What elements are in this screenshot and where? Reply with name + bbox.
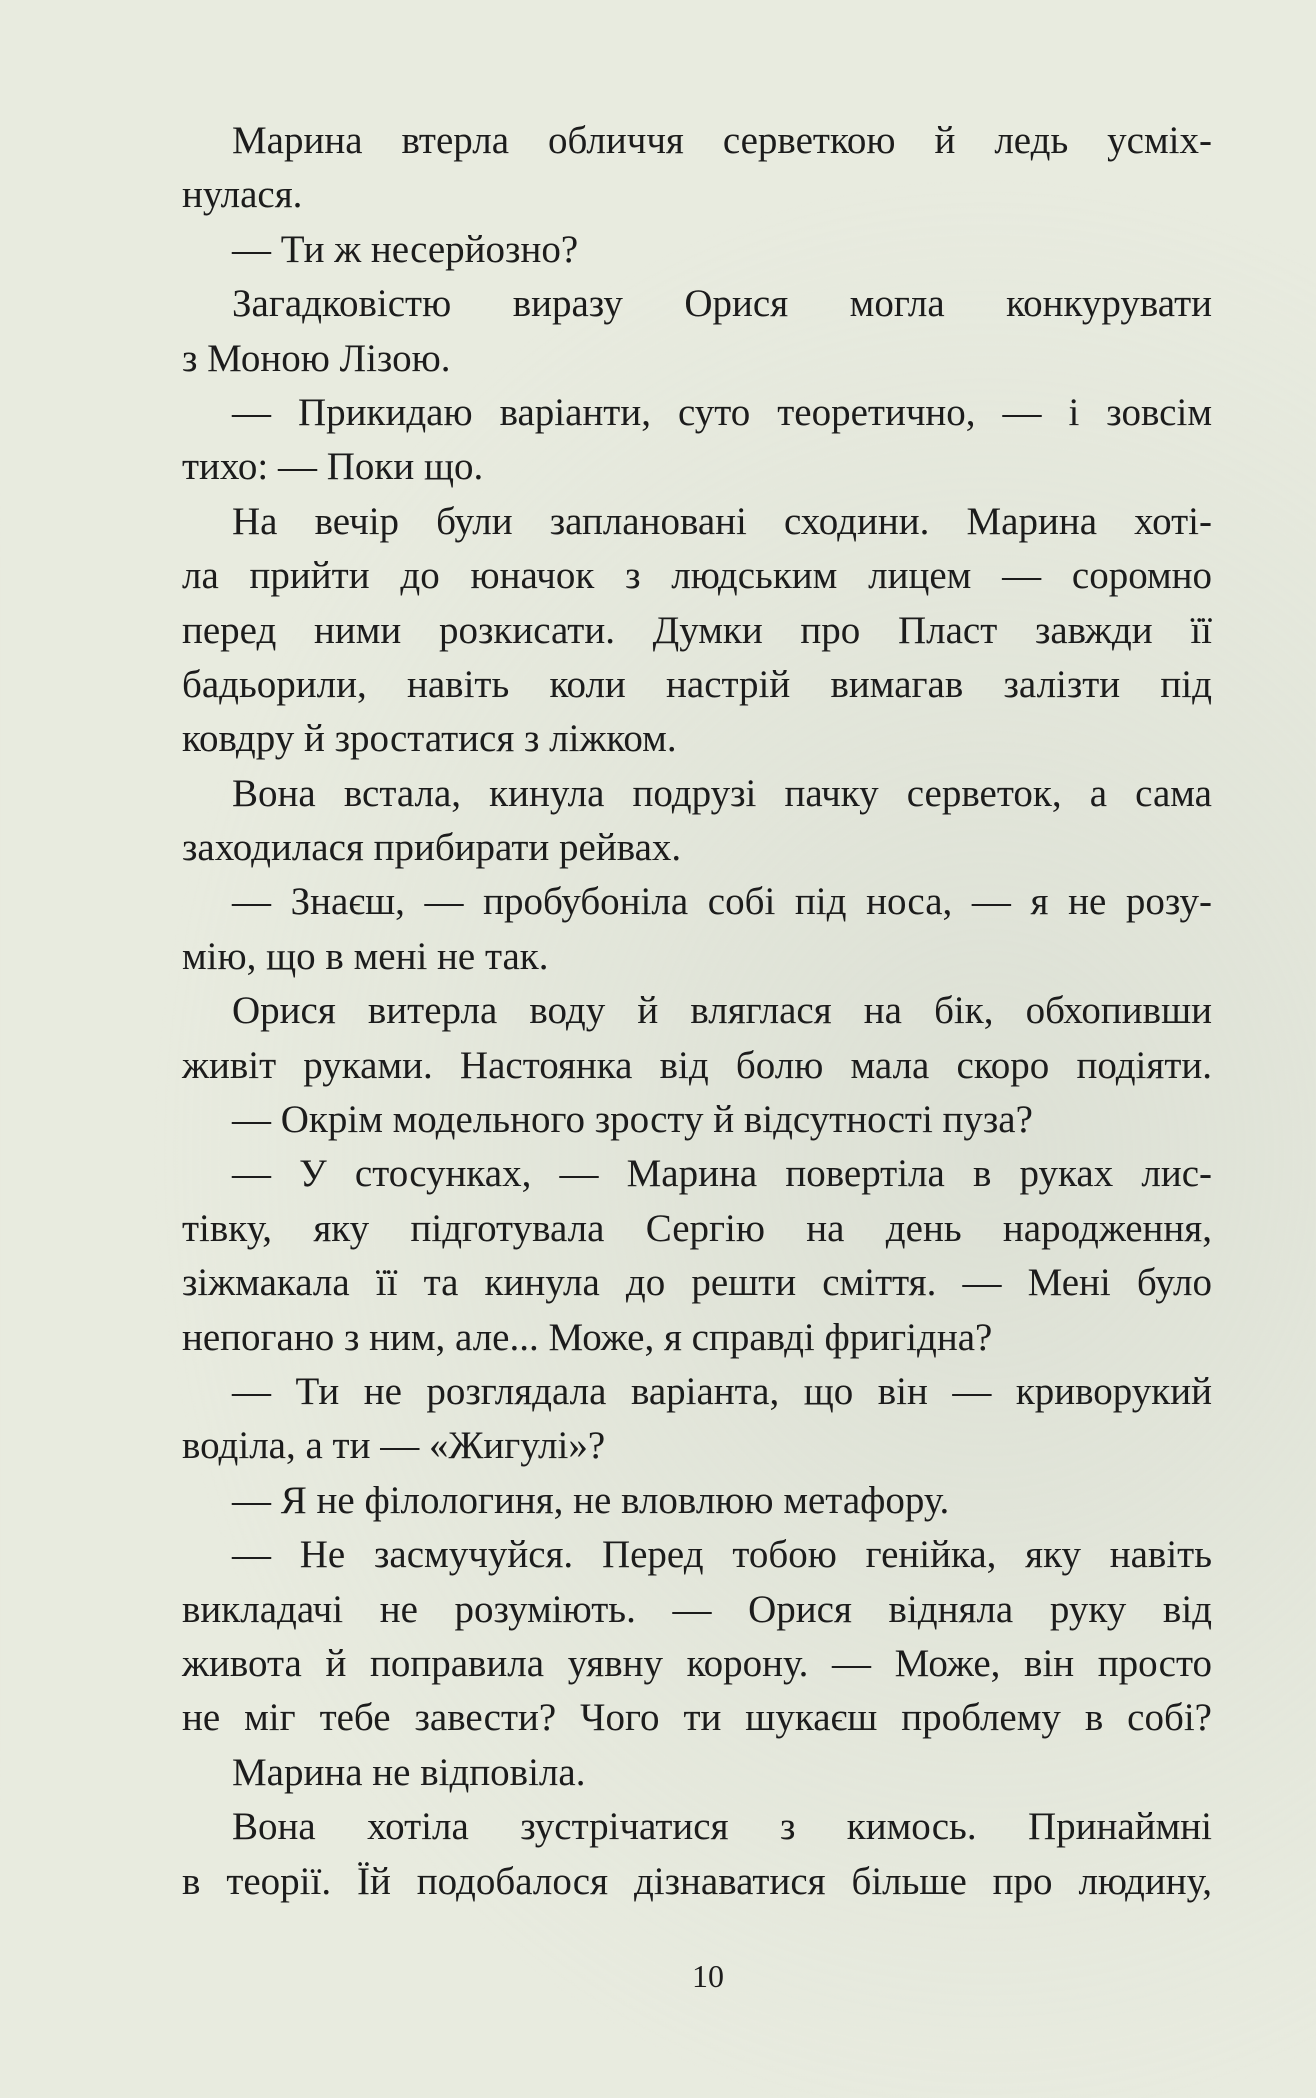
text-line: непогано з ним, але... Може, я справді фригідна? (182, 1315, 993, 1359)
text-line: викладачі не розуміють. — Орися відняла руку від (182, 1587, 1212, 1631)
text-line: Марина не відповіла. (232, 1750, 586, 1794)
text-line: тихо: — Поки що. (182, 445, 484, 489)
text-line: — Не засмучуйся. Перед тобою генійка, яку навіть (232, 1533, 1212, 1577)
text-line: — Ти ж несерйозно? (232, 227, 579, 271)
text-line: заходилася прибирати рейвах. (182, 826, 682, 870)
text-line: — Я не філологиня, не вловлюю метафору. (232, 1478, 950, 1522)
text-line: — Знаєш, — пробубоніла собі під носа, — я не розу- (232, 880, 1212, 924)
text-line: ла прийти до юначок з людським лицем — соромно (182, 554, 1212, 598)
text-line: живіт руками. Настоянка від болю мала скоро подіяти. (182, 1043, 1212, 1087)
page-number: 10 (692, 1958, 724, 1994)
text-line: Вона хотіла зустрічатися з кимось. Принаймні (232, 1805, 1212, 1849)
text-line: мію, що в мені не так. (182, 934, 549, 978)
text-line: тівку, яку підготувала Сергію на день народження, (182, 1206, 1212, 1250)
text-line: Орися витерла воду й вляглася на бік, обхопивши (232, 989, 1212, 1033)
text-line: — У стосунках, — Марина повертіла в руках лис- (232, 1152, 1212, 1196)
text-line: зіжмакала її та кинула до решти сміття. — Мені було (182, 1261, 1212, 1305)
text-line: Вона встала, кинула подрузі пачку серветок, а сама (232, 771, 1212, 815)
text-line: з Моною Лізою. (182, 336, 451, 380)
text-line: Загадковістю виразу Орися могла конкурувати (232, 282, 1212, 326)
text-line: ковдру й зростатися з ліжком. (182, 717, 677, 761)
text-line: — Окрім модельного зросту й відсутності пуза? (232, 1098, 1033, 1142)
text-line: бадьорили, навіть коли настрій вимагав залізти під (182, 662, 1212, 706)
page-body-text (182, 114, 1212, 1909)
text-line: — Прикидаю варіанти, суто теоретично, — і зовсім (232, 390, 1212, 434)
text-line: в теорії. Їй подобалося дізнаватися більше про людину, (182, 1859, 1212, 1903)
text-line: воділа, а ти — «Жигулі»? (182, 1424, 606, 1468)
text-line: На вечір були заплановані сходини. Марина хоті- (232, 499, 1212, 543)
text-line: — Ти не розглядала варіанта, що він — криворукий (232, 1369, 1212, 1413)
text-line: нулася. (182, 173, 303, 217)
text-line: не міг тебе завести? Чого ти шукаєш проблему в собі? (182, 1696, 1212, 1740)
text-line: Марина втерла обличчя серветкою й ледь усміх- (232, 119, 1212, 162)
text-line: перед ними розкисати. Думки про Пласт завжди її (182, 608, 1212, 652)
text-line: живота й поправила уявну корону. — Може, він просто (182, 1641, 1212, 1685)
